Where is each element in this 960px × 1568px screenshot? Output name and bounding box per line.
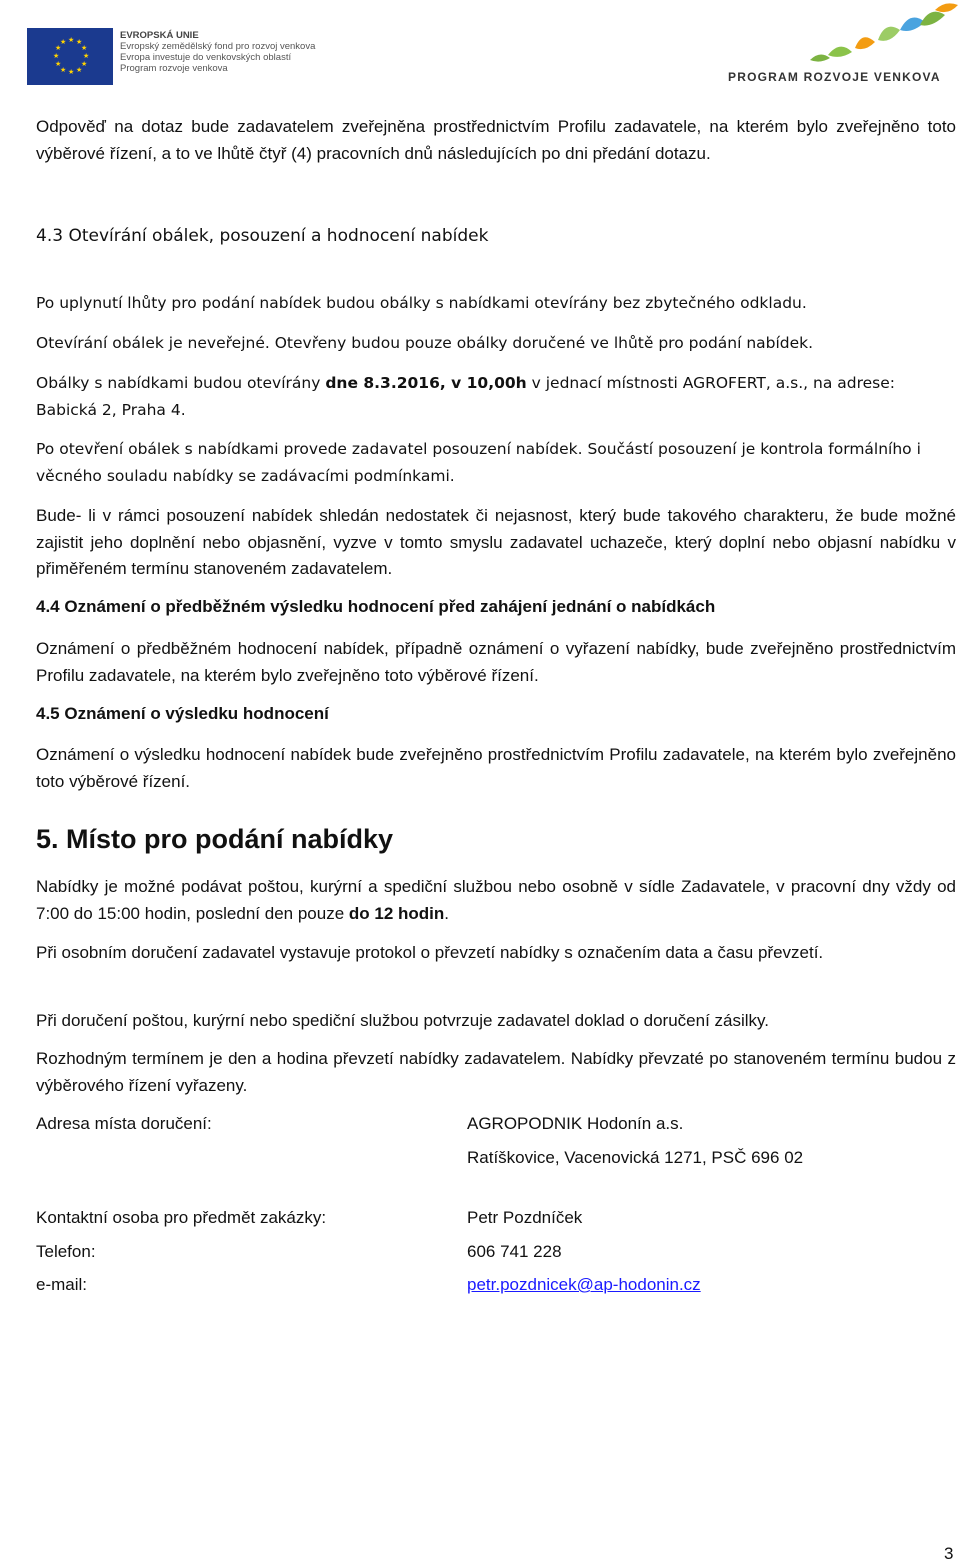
eu-text-block	[120, 30, 315, 74]
svg-text:★: ★	[53, 52, 60, 60]
contact-value: Petr Pozdníček	[467, 1208, 583, 1227]
heading-4-3: 4.3 Otevírání obálek, posouzení a hodnocení nabídek	[36, 226, 489, 246]
phone-label: Telefon:	[36, 1242, 96, 1261]
opening-date-pre: Obálky s nabídkami budou otevírány	[36, 374, 321, 392]
opening-date-bold: dne 8.3.2016, v 10,00h	[325, 374, 527, 392]
svg-text:★: ★	[68, 36, 75, 44]
address-line-2: Ratíškovice, Vacenovická 1271, PSČ 696 02	[467, 1148, 804, 1167]
page-header	[0, 0, 960, 100]
svg-text:★: ★	[83, 52, 90, 60]
prv-leaves-logo	[800, 0, 960, 70]
email-link[interactable]: petr.pozdnicek@ap-hodonin.cz	[467, 1275, 701, 1294]
paragraph-decisive-term: Rozhodným termínem je den a hodina převzetí nabídky zadavatelem. Nabídky převzaté po stanoveném termínu budou z výběrového řízení vyřazeny.	[36, 1049, 956, 1095]
eu-line-2: Evropský zemědělský fond pro rozvoj venkova	[120, 41, 316, 52]
eu-stars-icon	[27, 28, 113, 85]
svg-text:★: ★	[81, 44, 88, 52]
heading-5: 5. Místo pro podání nabídky	[36, 824, 394, 854]
paragraph-submission	[36, 874, 956, 927]
paragraph-post-delivery: Při doručení poštou, kurýrní nebo spediční službou potvrzuje zadavatel doklad o doručení zásilky.	[36, 1011, 769, 1030]
svg-text:★: ★	[60, 38, 67, 46]
paragraph-personal-delivery: Při osobním doručení zadavatel vystavuje protokol o převzetí nabídky s označením data a času převzetí.	[36, 943, 824, 962]
svg-text:★: ★	[55, 60, 62, 68]
paragraph-evaluation: Po otevření obálek s nabídkami provede zadavatel posouzení nabídek. Součástí posouzení je kontrola formálního i věcného souladu nabídky se zadávacími podmínkami.	[36, 440, 921, 485]
heading-4-5: 4.5 Oznámení o výsledku hodnocení	[36, 704, 329, 723]
submission-pre: Nabídky je možné podávat poštou, kurýrní a spediční službou nebo osobně v sídle Zadavatele, v pracovní dny vždy od 7:00 do 15:00 hodin, poslední den pouze	[36, 877, 956, 923]
phone-value: 606 741 228	[467, 1242, 562, 1261]
svg-text:★: ★	[76, 38, 83, 46]
svg-text:★: ★	[76, 66, 83, 74]
svg-text:★: ★	[81, 60, 88, 68]
paragraph-opening	[36, 330, 956, 357]
submission-bold: do 12 hodin	[348, 903, 445, 923]
page-number: 3	[944, 1544, 954, 1563]
paragraph-deadline: Po uplynutí lhůty pro podání nabídek budou obálky s nabídkami otevírány bez zbytečného odkladu.	[36, 294, 807, 312]
contact-label: Kontaktní osoba pro předmět zakázky:	[36, 1208, 327, 1227]
prv-title: PROGRAM ROZVOJE VENKOVA	[728, 70, 941, 84]
paragraph-opening-date	[36, 370, 956, 423]
address-line-1: AGROPODNIK Hodonín a.s.	[467, 1114, 684, 1133]
paragraph-answer: Odpověď na dotaz bude zadavatelem zveřejněna prostřednictvím Profilu zadavatele, na kterém bylo zveřejněno toto výběrové řízení, a to ve lhůtě čtyř (4) pracovních dnů následujících po dni předání dotazu.	[36, 117, 956, 163]
eu-line-4: Program rozvoje venkova	[120, 63, 228, 74]
eu-line-3: Evropa investuje do venkovských oblastí	[120, 52, 292, 63]
eu-line-1: EVROPSKÁ UNIE	[120, 30, 199, 41]
svg-text:★: ★	[68, 68, 75, 76]
heading-4-4: 4.4 Oznámení o předběžném výsledku hodnocení před zahájení jednání o nabídkách	[36, 597, 716, 616]
email-label: e-mail:	[36, 1275, 88, 1294]
opening-date-post: v jednací místnosti AGROFERT, a.s., na adrese: Babická 2, Praha 4.	[36, 374, 896, 419]
opening-nonpublic: Otevírání obálek je neveřejné.	[36, 334, 270, 352]
svg-text:★: ★	[60, 66, 67, 74]
address-label: Adresa místa doručení:	[36, 1114, 212, 1133]
paragraph-result: Oznámení o výsledku hodnocení nabídek bude zveřejněno prostřednictvím Profilu zadavatele, na kterém bylo zveřejněno toto výběrové řízení.	[36, 745, 956, 791]
opening-only-delivered: Otevřeny budou pouze obálky doručené ve lhůtě pro podání nabídek.	[274, 334, 814, 352]
eu-flag-logo	[27, 28, 113, 85]
paragraph-deficiency: Bude- li v rámci posouzení nabídek shledán nedostatek či nejasnost, který bude takového charakteru, že bude možné zajistit jeho doplnění nebo objasnění, vyzve v tomto smyslu zadavatel uchazeče, který doplní nebo objasní nabídku v přiměřeném termínu stanoveném zadavatelem.	[36, 506, 956, 578]
svg-text:★: ★	[55, 44, 62, 52]
paragraph-preliminary: Oznámení o předběžném hodnocení nabídek, případně oznámení o vyřazení nabídky, bude zveřejněno prostřednictvím Profilu zadavatele, na kterém bylo zveřejněno toto výběrové řízení.	[36, 639, 956, 685]
submission-post: .	[444, 903, 450, 923]
